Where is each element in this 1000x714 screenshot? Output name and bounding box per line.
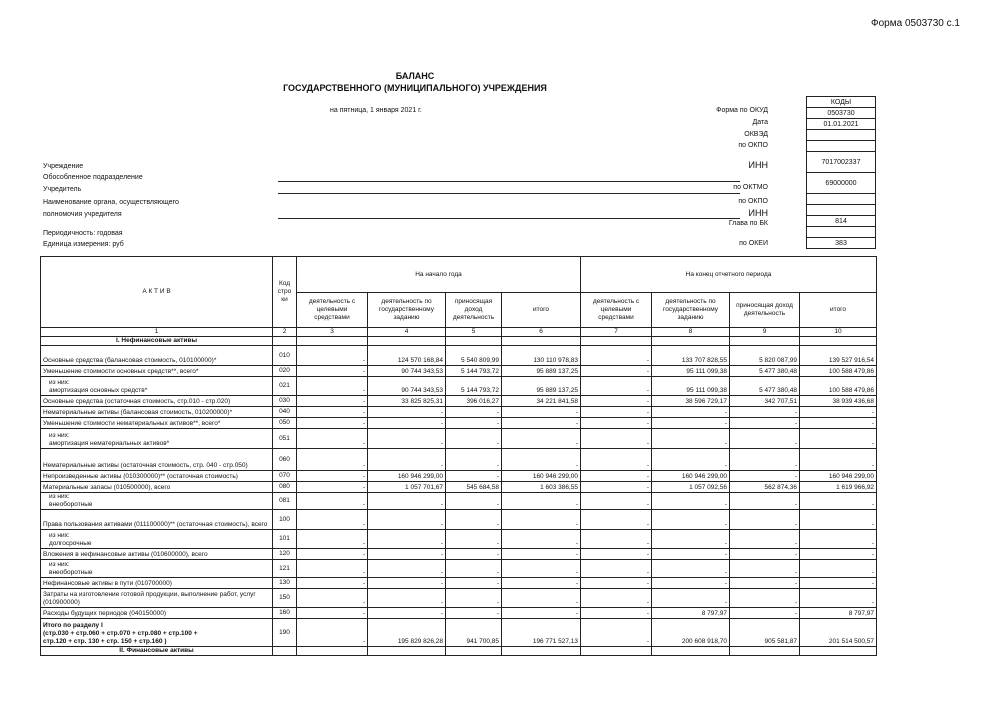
value-cell: - <box>297 608 368 619</box>
oktmo-label: по ОКТМО <box>733 184 768 191</box>
value-cell: - <box>502 589 581 608</box>
empty-cell <box>297 647 368 656</box>
okved-value <box>807 130 876 141</box>
empty-cell <box>446 337 502 346</box>
row-code: 020 <box>273 366 297 377</box>
row-code: 120 <box>273 549 297 560</box>
value-cell: 5 144 793,72 <box>446 377 502 396</box>
row-code: 190 <box>273 619 297 647</box>
value-cell: - <box>297 377 368 396</box>
row-code: 101 <box>273 530 297 549</box>
value-cell: - <box>368 510 446 530</box>
value-cell: 90 744 343,53 <box>368 366 446 377</box>
table-row <box>41 429 877 449</box>
value-cell: - <box>730 530 800 549</box>
empty-cell <box>273 337 297 346</box>
value-cell: - <box>581 396 652 407</box>
empty-cell <box>581 647 652 656</box>
value-cell: - <box>368 549 446 560</box>
colnum: 8 <box>652 328 730 337</box>
value-cell: - <box>730 560 800 578</box>
value-cell: 200 608 918,70 <box>652 619 730 647</box>
header-col: приносящая доход деятельность <box>730 293 800 328</box>
section-title: I. Нефинансовые активы <box>41 337 273 346</box>
institution-label: Учреждение <box>43 163 84 170</box>
value-cell: - <box>730 429 800 449</box>
value-cell: - <box>800 549 877 560</box>
okei-label: по ОКЕИ <box>739 240 768 247</box>
table-row <box>41 493 877 510</box>
empty-cell <box>800 337 877 346</box>
value-cell: - <box>800 493 877 510</box>
row-name: Вложения в нефинансовые активы (010600000), всего <box>41 549 273 560</box>
value-cell: 545 684,58 <box>446 482 502 493</box>
periodicity-label: Периодичность: годовая <box>43 230 123 237</box>
inn-value: 7017002337 <box>807 152 876 173</box>
inn-label: ИНН <box>748 160 768 170</box>
value-cell: - <box>502 449 581 471</box>
title-line-2: ГОСУДАРСТВЕННОГО (МУНИЦИПАЛЬНОГО) УЧРЕЖДЕНИЯ <box>283 83 547 93</box>
okved-label: ОКВЭД <box>744 131 768 138</box>
header-col: итого <box>502 293 581 328</box>
row-name: Уменьшение стоимости основных средств**, всего* <box>41 366 273 377</box>
value-cell: 1 619 966,92 <box>800 482 877 493</box>
underline <box>278 181 740 182</box>
value-cell: 562 874,36 <box>730 482 800 493</box>
row-name: из них: амортизация нематериальных активов* <box>41 429 273 449</box>
value-cell: - <box>446 530 502 549</box>
row-code: 030 <box>273 396 297 407</box>
value-cell: - <box>368 560 446 578</box>
value-cell: - <box>297 619 368 647</box>
row-code: 160 <box>273 608 297 619</box>
row-code: 100 <box>273 510 297 530</box>
table-row <box>41 530 877 549</box>
okpo2-label: по ОКПО <box>738 198 768 205</box>
value-cell: - <box>581 346 652 366</box>
value-cell: 1 057 701,67 <box>368 482 446 493</box>
value-cell: 124 570 168,84 <box>368 346 446 366</box>
organ-label-1: Наименование органа, осуществляющего <box>43 199 179 206</box>
value-cell: 160 946 299,00 <box>368 471 446 482</box>
value-cell: - <box>297 549 368 560</box>
value-cell: - <box>297 418 368 429</box>
value-cell: - <box>446 429 502 449</box>
value-cell: 5 144 793,72 <box>446 366 502 377</box>
value-cell: - <box>502 560 581 578</box>
row-code: 050 <box>273 418 297 429</box>
table-foot <box>41 647 877 656</box>
balance-table <box>40 256 877 656</box>
value-cell: - <box>502 493 581 510</box>
okpo-label: по ОКПО <box>738 142 768 149</box>
value-cell: - <box>446 407 502 418</box>
empty-cell <box>581 337 652 346</box>
value-cell: - <box>446 493 502 510</box>
subdivision-label: Обособленное подразделение <box>43 174 143 181</box>
value-cell: 38 596 729,17 <box>652 396 730 407</box>
value-cell: - <box>297 493 368 510</box>
value-cell: - <box>800 510 877 530</box>
form-number: Форма 0503730 с.1 <box>871 18 960 29</box>
table-row <box>41 396 877 407</box>
table-row <box>41 619 877 647</box>
row-name: из них: амортизация основных средств* <box>41 377 273 396</box>
value-cell: - <box>297 510 368 530</box>
section-title: II. Финансовые активы <box>41 647 273 656</box>
value-cell: - <box>368 589 446 608</box>
value-cell: - <box>652 418 730 429</box>
value-cell: - <box>502 530 581 549</box>
row-name: Материальные запасы (010500000), всего <box>41 482 273 493</box>
table-head <box>41 257 877 346</box>
empty-cell <box>730 647 800 656</box>
value-cell: - <box>581 619 652 647</box>
codes-table <box>806 96 876 249</box>
value-cell: - <box>446 560 502 578</box>
value-cell: - <box>297 530 368 549</box>
value-cell: - <box>502 549 581 560</box>
table-row <box>41 471 877 482</box>
value-cell: - <box>730 493 800 510</box>
value-cell: - <box>446 471 502 482</box>
value-cell: - <box>446 589 502 608</box>
header-col: деятельность по государственному заданию <box>652 293 730 328</box>
value-cell: - <box>730 589 800 608</box>
header-col: деятельность с целевыми средствами <box>581 293 652 328</box>
value-cell: 100 588 479,86 <box>800 377 877 396</box>
value-cell: - <box>502 418 581 429</box>
value-cell: 5 477 380,48 <box>730 377 800 396</box>
oktmo-value: 69000000 <box>807 173 876 194</box>
value-cell: - <box>368 429 446 449</box>
value-cell: 8 797,97 <box>800 608 877 619</box>
value-cell: - <box>297 449 368 471</box>
value-cell: - <box>581 560 652 578</box>
value-cell: - <box>446 418 502 429</box>
header-col: приносящая доход деятельность <box>446 293 502 328</box>
value-cell: - <box>730 510 800 530</box>
okud-value: 0503730 <box>807 108 876 119</box>
value-cell: - <box>581 530 652 549</box>
value-cell: 201 514 500,57 <box>800 619 877 647</box>
row-code: 080 <box>273 482 297 493</box>
empty-cell <box>446 647 502 656</box>
value-cell: - <box>446 578 502 589</box>
row-code: 051 <box>273 429 297 449</box>
colnum: 3 <box>297 328 368 337</box>
founder-label: Учредитель <box>43 186 82 193</box>
header-begin: На начало года <box>297 257 581 293</box>
row-name: Затраты на изготовление готовой продукции, выполнение работ, услуг (010900000) <box>41 589 273 608</box>
row-name: Уменьшение стоимости нематериальных активов**, всего* <box>41 418 273 429</box>
value-cell: 95 889 137,25 <box>502 366 581 377</box>
value-cell: - <box>800 449 877 471</box>
value-cell: - <box>297 578 368 589</box>
header-activ: А К Т И В <box>41 257 273 328</box>
inn2-value <box>807 205 876 216</box>
value-cell: - <box>297 366 368 377</box>
value-cell: 905 581,87 <box>730 619 800 647</box>
okei-value: 383 <box>807 238 876 249</box>
value-cell: - <box>502 608 581 619</box>
value-cell: 8 797,97 <box>652 608 730 619</box>
okud-label: Форма по ОКУД <box>716 107 768 114</box>
value-cell: - <box>800 530 877 549</box>
header-col: итого <box>800 293 877 328</box>
value-cell: - <box>800 418 877 429</box>
value-cell: - <box>730 407 800 418</box>
date-label: Дата <box>752 119 768 126</box>
value-cell: 100 588 479,86 <box>800 366 877 377</box>
value-cell: - <box>581 471 652 482</box>
value-cell: - <box>730 578 800 589</box>
value-cell: 342 707,51 <box>730 396 800 407</box>
value-cell: - <box>652 578 730 589</box>
okpo-value <box>807 141 876 152</box>
unit-label: Единица измерения: руб <box>43 241 124 248</box>
empty-cell <box>297 337 368 346</box>
value-cell: - <box>368 493 446 510</box>
value-cell: 1 057 092,56 <box>652 482 730 493</box>
colnum: 4 <box>368 328 446 337</box>
value-cell: - <box>800 578 877 589</box>
value-cell: - <box>800 407 877 418</box>
value-cell: - <box>581 418 652 429</box>
value-cell: - <box>502 510 581 530</box>
value-cell: 195 829 826,28 <box>368 619 446 647</box>
row-name: из них: долгосрочные <box>41 530 273 549</box>
value-cell: - <box>297 560 368 578</box>
empty-cell <box>502 647 581 656</box>
header-code: Код стро ки <box>273 257 297 328</box>
date-value: 01.01.2021 <box>807 119 876 130</box>
table-row <box>41 346 877 366</box>
table-row <box>41 366 877 377</box>
value-cell: - <box>446 510 502 530</box>
value-cell: - <box>581 482 652 493</box>
value-cell: - <box>446 549 502 560</box>
row-code: 070 <box>273 471 297 482</box>
value-cell: 5 820 087,99 <box>730 346 800 366</box>
bk-label: Глава по БК <box>728 220 768 227</box>
value-cell: 160 946 299,00 <box>502 471 581 482</box>
value-cell: - <box>730 449 800 471</box>
value-cell: 196 771 527,13 <box>502 619 581 647</box>
okpo2-value <box>807 194 876 205</box>
value-cell: - <box>730 608 800 619</box>
value-cell: - <box>581 429 652 449</box>
bk-value: 814 <box>807 216 876 227</box>
empty-cell <box>502 337 581 346</box>
empty-cell <box>368 647 446 656</box>
table-body <box>41 346 877 647</box>
row-name: Нефинансовые активы в пути (010700000) <box>41 578 273 589</box>
value-cell: - <box>368 407 446 418</box>
empty-cell <box>800 647 877 656</box>
empty-cell <box>652 337 730 346</box>
table-row <box>41 377 877 396</box>
row-code: 021 <box>273 377 297 396</box>
codes-header: КОДЫ <box>807 97 876 108</box>
value-cell: - <box>652 530 730 549</box>
value-cell: - <box>297 482 368 493</box>
colnum: 10 <box>800 328 877 337</box>
value-cell: - <box>297 396 368 407</box>
row-name: Нематериальные активы (балансовая стоимость, 010200000)* <box>41 407 273 418</box>
value-cell: - <box>368 530 446 549</box>
value-cell: 396 016,27 <box>446 396 502 407</box>
row-name: Расходы будущих периодов (040150000) <box>41 608 273 619</box>
header-end: На конец отчетного периода <box>581 257 877 293</box>
row-name: Основные средства (балансовая стоимость, 010100000)* <box>41 346 273 366</box>
table-row <box>41 578 877 589</box>
value-cell: - <box>581 407 652 418</box>
value-cell: - <box>652 493 730 510</box>
value-cell: - <box>297 589 368 608</box>
row-name: Непроизведенные активы (010300000)** (остаточная стоимость) <box>41 471 273 482</box>
colnum: 9 <box>730 328 800 337</box>
header-col: деятельность с целевыми средствами <box>297 293 368 328</box>
value-cell: - <box>446 449 502 471</box>
value-cell: 130 110 978,83 <box>502 346 581 366</box>
value-cell: - <box>652 407 730 418</box>
value-cell: - <box>800 560 877 578</box>
empty-cell <box>730 337 800 346</box>
table-row <box>41 418 877 429</box>
underline <box>278 218 740 219</box>
value-cell: 139 527 916,54 <box>800 346 877 366</box>
value-cell: - <box>581 608 652 619</box>
value-cell: 95 889 137,25 <box>502 377 581 396</box>
value-cell: 1 603 386,55 <box>502 482 581 493</box>
underline <box>278 193 740 194</box>
value-cell: - <box>297 346 368 366</box>
empty-cell <box>368 337 446 346</box>
value-cell: - <box>502 578 581 589</box>
value-cell: - <box>730 549 800 560</box>
table-row <box>41 510 877 530</box>
value-cell: 34 221 841,58 <box>502 396 581 407</box>
value-cell: - <box>581 589 652 608</box>
table-row <box>41 549 877 560</box>
value-cell: - <box>730 418 800 429</box>
table-row <box>41 449 877 471</box>
inn2-label: ИНН <box>748 208 768 218</box>
colnum: 2 <box>273 328 297 337</box>
value-cell: - <box>297 407 368 418</box>
table-row <box>41 482 877 493</box>
row-code: 150 <box>273 589 297 608</box>
title-line-1: БАЛАНС <box>395 71 435 81</box>
blank-value <box>807 227 876 238</box>
row-code: 130 <box>273 578 297 589</box>
value-cell: 160 946 299,00 <box>652 471 730 482</box>
value-cell: - <box>297 471 368 482</box>
colnum: 1 <box>41 328 273 337</box>
row-name: Основные средства (остаточная стоимость, стр.010 - стр.020) <box>41 396 273 407</box>
value-cell: 95 111 099,38 <box>652 377 730 396</box>
value-cell: - <box>581 549 652 560</box>
table-row <box>41 589 877 608</box>
empty-cell <box>652 647 730 656</box>
value-cell: - <box>800 429 877 449</box>
colnum: 6 <box>502 328 581 337</box>
value-cell: - <box>502 429 581 449</box>
value-cell: 90 744 343,53 <box>368 377 446 396</box>
value-cell: - <box>368 418 446 429</box>
value-cell: - <box>581 493 652 510</box>
value-cell: 5 540 809,99 <box>446 346 502 366</box>
value-cell: 133 707 828,55 <box>652 346 730 366</box>
value-cell: - <box>652 429 730 449</box>
table-row <box>41 407 877 418</box>
value-cell: - <box>368 449 446 471</box>
row-code: 121 <box>273 560 297 578</box>
row-name: Итого по разделу I (стр.030 + стр.060 + стр.070 + стр.080 + стр.100 + стр.120 + стр. 130 + стр. 150 + стр.160 ) <box>41 619 273 647</box>
value-cell: - <box>581 366 652 377</box>
value-cell: - <box>581 510 652 530</box>
row-code: 010 <box>273 346 297 366</box>
value-cell: - <box>652 589 730 608</box>
value-cell: - <box>446 608 502 619</box>
value-cell: - <box>652 449 730 471</box>
value-cell: - <box>800 589 877 608</box>
row-name: Нематериальные активы (остаточная стоимость, стр. 040 - стр.050) <box>41 449 273 471</box>
table-row <box>41 560 877 578</box>
row-code: 081 <box>273 493 297 510</box>
table-row <box>41 608 877 619</box>
value-cell: - <box>581 377 652 396</box>
value-cell: - <box>368 578 446 589</box>
value-cell: - <box>652 510 730 530</box>
header-col: деятельность по государственному заданию <box>368 293 446 328</box>
report-date: на пятница, 1 января 2021 г. <box>330 107 422 114</box>
value-cell: - <box>297 429 368 449</box>
value-cell: - <box>581 449 652 471</box>
value-cell: - <box>730 471 800 482</box>
value-cell: - <box>368 608 446 619</box>
value-cell: 160 946 299,00 <box>800 471 877 482</box>
row-code: 040 <box>273 407 297 418</box>
value-cell: 33 825 825,31 <box>368 396 446 407</box>
colnum: 7 <box>581 328 652 337</box>
organ-label-2: полномочия учредителя <box>43 211 122 218</box>
empty-cell <box>273 647 297 656</box>
row-name: из них: внеоборотные <box>41 493 273 510</box>
row-name: Права пользования активами (011100000)** (остаточная стоимость), всего <box>41 510 273 530</box>
value-cell: 5 477 380,48 <box>730 366 800 377</box>
value-cell: - <box>652 560 730 578</box>
value-cell: 941 700,85 <box>446 619 502 647</box>
document-title <box>230 70 600 94</box>
value-cell: 95 111 099,38 <box>652 366 730 377</box>
value-cell: - <box>652 549 730 560</box>
row-code: 060 <box>273 449 297 471</box>
value-cell: 38 939 436,68 <box>800 396 877 407</box>
colnum: 5 <box>446 328 502 337</box>
value-cell: - <box>581 578 652 589</box>
row-name: из них: внеоборотные <box>41 560 273 578</box>
value-cell: - <box>502 407 581 418</box>
